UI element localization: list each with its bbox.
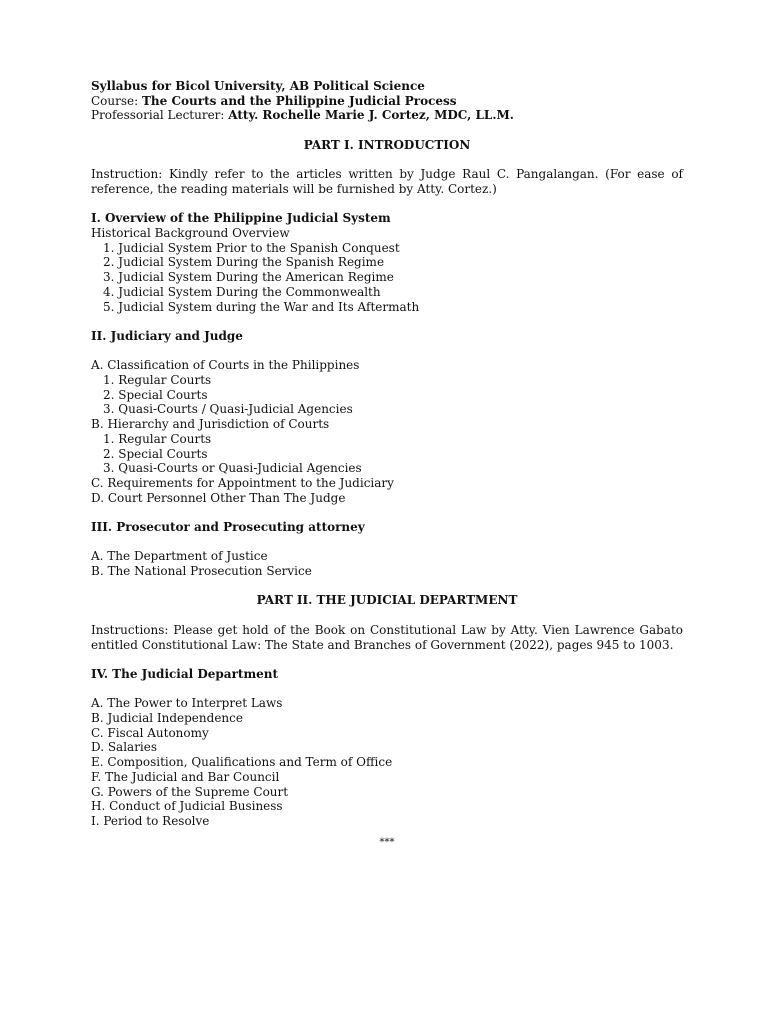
- section4-title: IV. The Judicial Department: [91, 666, 279, 681]
- list-item: 3. Quasi-Courts or Quasi-Judicial Agencies: [103, 461, 362, 476]
- list-item: 2. Special Courts: [103, 446, 208, 461]
- list-item: D. Court Personnel Other Than The Judge: [91, 490, 346, 505]
- section3-title: III. Prosecutor and Prosecuting attorney: [91, 520, 365, 534]
- list-item: F. The Judicial and Bar Council: [91, 769, 280, 784]
- list-item: 1. Judicial System Prior to the Spanish Conquest: [103, 240, 400, 255]
- list-item: 4. Judicial System During the Commonwealth: [103, 284, 381, 299]
- list-item: H. Conduct of Judicial Business: [91, 799, 283, 814]
- course-name: The Courts and the Philippine Judicial Process: [142, 93, 457, 108]
- list-item: 2. Judicial System During the Spanish Regime: [103, 255, 385, 270]
- lecturer-name: Atty. Rochelle Marie J. Cortez, MDC, LL.M.: [228, 108, 514, 123]
- part2-heading: PART II. THE JUDICIAL DEPARTMENT: [256, 593, 518, 608]
- list-item: A. The Power to Interpret Laws: [91, 696, 283, 711]
- lecturer-label: Professorial Lecturer:: [91, 108, 229, 123]
- list-item: C. Fiscal Autonomy: [91, 725, 209, 740]
- list-item: B. The National Prosecution Service: [91, 564, 312, 579]
- section1-title: I. Overview of the Philippine Judicial System: [91, 211, 391, 226]
- syllabus-title: Syllabus for Bicol University, AB Political Science: [91, 79, 425, 93]
- part2-instruction: Instructions: Please get hold of the Book on Constitutional Law by Atty. Vien Lawrence Gabato entitled Constitutional Law: The State and Branches of Government (2022), pages 945 to 1003.: [91, 622, 683, 652]
- list-item: B. Hierarchy and Jurisdiction of Courts: [91, 417, 330, 432]
- part1-heading: PART I. INTRODUCTION: [303, 137, 471, 152]
- list-item: 1. Regular Courts: [103, 372, 212, 387]
- list-item: 3. Judicial System During the American Regime: [103, 270, 394, 285]
- list-item: B. Judicial Independence: [91, 711, 243, 726]
- section2-title: II. Judiciary and Judge: [91, 328, 243, 343]
- list-item: E. Composition, Qualifications and Term of Office: [91, 755, 393, 770]
- course-line: [91, 94, 683, 109]
- list-item: 3. Quasi-Courts / Quasi-Judicial Agencies: [103, 402, 353, 417]
- list-item: G. Powers of the Supreme Court: [91, 784, 289, 799]
- section1-subtitle: Historical Background Overview: [91, 225, 290, 240]
- list-item: 2. Special Courts: [103, 387, 208, 402]
- syllabus-document: [91, 79, 683, 850]
- list-item: D. Salaries: [91, 740, 158, 755]
- list-item: A. Classification of Courts in the Philippines: [91, 358, 360, 373]
- lecturer-line: [91, 108, 683, 123]
- course-label: Course:: [91, 93, 142, 108]
- part1-instruction: Instruction: Kindly refer to the articles written by Judge Raul C. Pangalangan. (For ease of reference, the reading materials will be furnished by Atty. Cortez.): [91, 167, 683, 196]
- list-item: 1. Regular Courts: [103, 431, 212, 446]
- list-item: A. The Department of Justice: [91, 549, 268, 564]
- list-item: 5. Judicial System during the War and Its Aftermath: [103, 299, 420, 314]
- end-separator: ***: [379, 836, 395, 848]
- list-item: I. Period to Resolve: [91, 813, 210, 828]
- list-item: C. Requirements for Appointment to the Judiciary: [91, 475, 394, 490]
